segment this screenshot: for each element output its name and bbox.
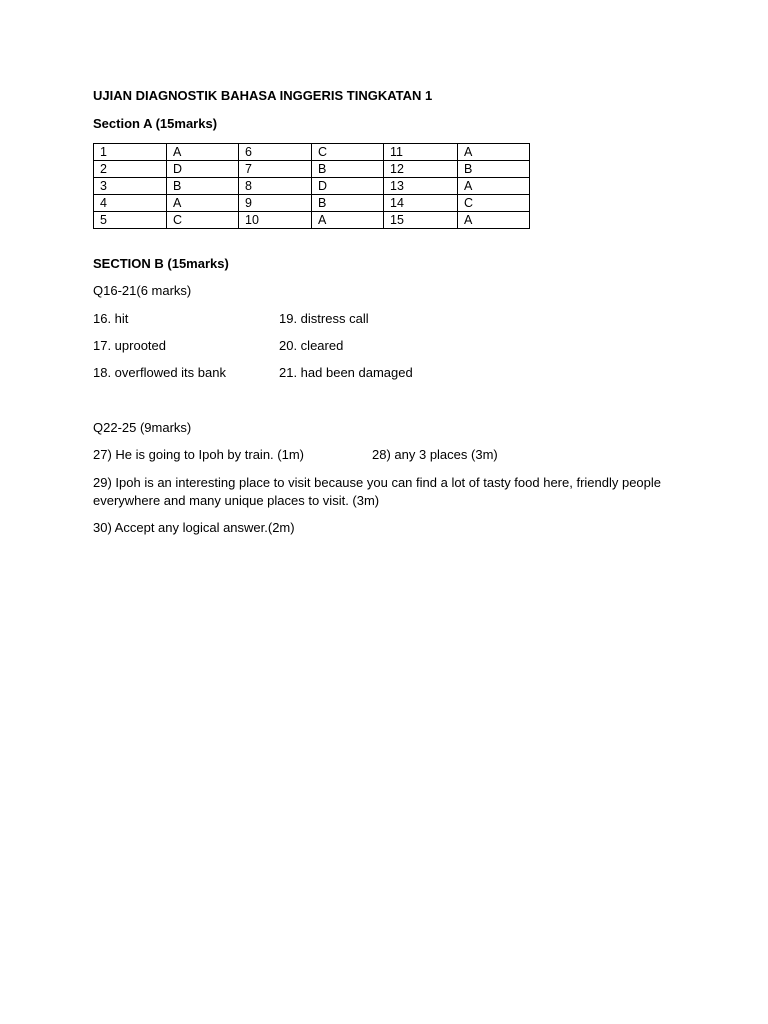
answer-letter-cell: B: [312, 195, 384, 212]
answer-19: 19. distress call: [279, 311, 369, 326]
section-b-heading: SECTION B (15marks): [93, 256, 229, 271]
question-number-cell: 8: [239, 178, 312, 195]
answer-16: 16. hit: [93, 311, 129, 326]
answer-21: 21. had been damaged: [279, 365, 413, 380]
answer-letter-cell: A: [312, 212, 384, 229]
answer-letter-cell: C: [167, 212, 239, 229]
question-number-cell: 9: [239, 195, 312, 212]
answer-letter-cell: C: [312, 144, 384, 161]
table-row: [94, 178, 530, 195]
answer-29: 29) Ipoh is an interesting place to visit because you can find a lot of tasty food here, friendly people everywhere and many unique places to visit. (3m): [93, 475, 662, 508]
answer-table-body: [94, 144, 530, 229]
question-number-cell: 15: [384, 212, 458, 229]
question-number-cell: 11: [384, 144, 458, 161]
answer-28: 28) any 3 places (3m): [372, 447, 498, 462]
answer-18: 18. overflowed its bank: [93, 365, 226, 380]
section-a-answer-table: [93, 143, 530, 229]
answer-30: 30) Accept any logical answer.(2m): [93, 520, 295, 535]
answer-letter-cell: D: [312, 178, 384, 195]
question-number-cell: 10: [239, 212, 312, 229]
answer-letter-cell: B: [312, 161, 384, 178]
answer-letter-cell: A: [167, 144, 239, 161]
question-number-cell: 2: [94, 161, 167, 178]
question-number-cell: 12: [384, 161, 458, 178]
table-row: [94, 212, 530, 229]
answer-letter-cell: A: [458, 212, 530, 229]
question-number-cell: 5: [94, 212, 167, 229]
section-a-heading: Section A (15marks): [93, 116, 218, 131]
document-title: UJIAN DIAGNOSTIK BAHASA INGGERIS TINGKATAN 1: [93, 88, 433, 103]
question-number-cell: 6: [239, 144, 312, 161]
answer-letter-cell: B: [458, 161, 530, 178]
table-row: [94, 144, 530, 161]
question-number-cell: 14: [384, 195, 458, 212]
answer-letter-cell: C: [458, 195, 530, 212]
answer-27: 27) He is going to Ipoh by train. (1m): [93, 447, 304, 462]
table-row: [94, 195, 530, 212]
table-row: [94, 161, 530, 178]
answer-letter-cell: D: [167, 161, 239, 178]
answer-letter-cell: A: [167, 195, 239, 212]
question-number-cell: 4: [94, 195, 167, 212]
answer-17: 17. uprooted: [93, 338, 167, 353]
answer-letter-cell: A: [458, 144, 530, 161]
question-number-cell: 7: [239, 161, 312, 178]
question-number-cell: 13: [384, 178, 458, 195]
answer-letter-cell: B: [167, 178, 239, 195]
question-number-cell: 3: [94, 178, 167, 195]
answer-20: 20. cleared: [279, 338, 344, 353]
answer-letter-cell: A: [458, 178, 530, 195]
q16-21-heading: Q16-21(6 marks): [93, 283, 192, 298]
q22-25-heading: Q22-25 (9marks): [93, 420, 192, 435]
question-number-cell: 1: [94, 144, 167, 161]
